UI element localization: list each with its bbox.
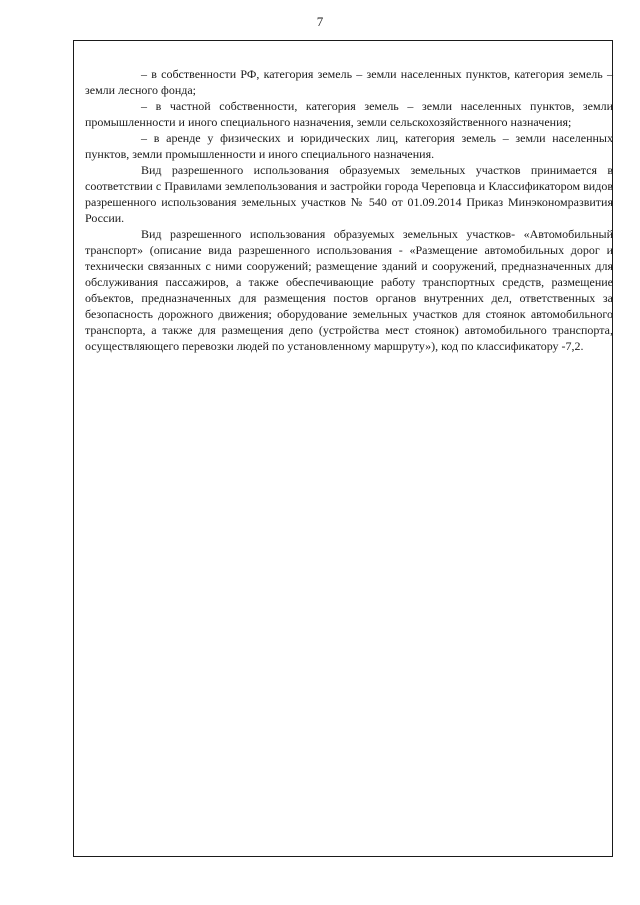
paragraph-permitted-use-transport: Вид разрешенного использования образуемых земельных участков- «Автомобильный транспорт» (описание вида разрешенного использования - «Размещение автомобильных дорог и технически связанных с ними сооружений; размещение зданий и сооружений, предназначенных для обслуживания пассажиров, а также обеспечивающие работу транспортных средств, размещение объектов, предназначенных для размещения постов органов внутренних дел, ответственных за безопасность дорожного движения; оборудование земельных участков для стоянок автомобильного транспорта, а также для размещения депо (устройства мест стоянок) автомобильного транспорта, осуществляющего перевозки людей по установленному маршруту»), код по классификатору -7,2.: [85, 227, 613, 353]
bullet-lease: – в аренде у физических и юридических лиц, категория земель – земли населенных пунктов, земли промышленности и иного специального назначения.: [85, 131, 613, 161]
bullet-private-ownership: – в частной собственности, категория земель – земли населенных пунктов, земли промышленности и иного специального назначения, земли сельскохозяйственного назначения;: [85, 99, 613, 129]
document-body: [85, 66, 613, 354]
page-number: 7: [316, 14, 324, 29]
bullet-federal-ownership: – в собственности РФ, категория земель – земли населенных пунктов, категория земель – земли лесного фонда;: [85, 67, 613, 97]
paragraph-permitted-use-rules: Вид разрешенного использования образуемых земельных участков принимается в соответствии с Правилами землепользования и застройки города Череповца и Классификатором видов разрешенного использования земельных участков № 540 от 01.09.2014 Приказ Минэкономразвития России.: [85, 163, 613, 225]
